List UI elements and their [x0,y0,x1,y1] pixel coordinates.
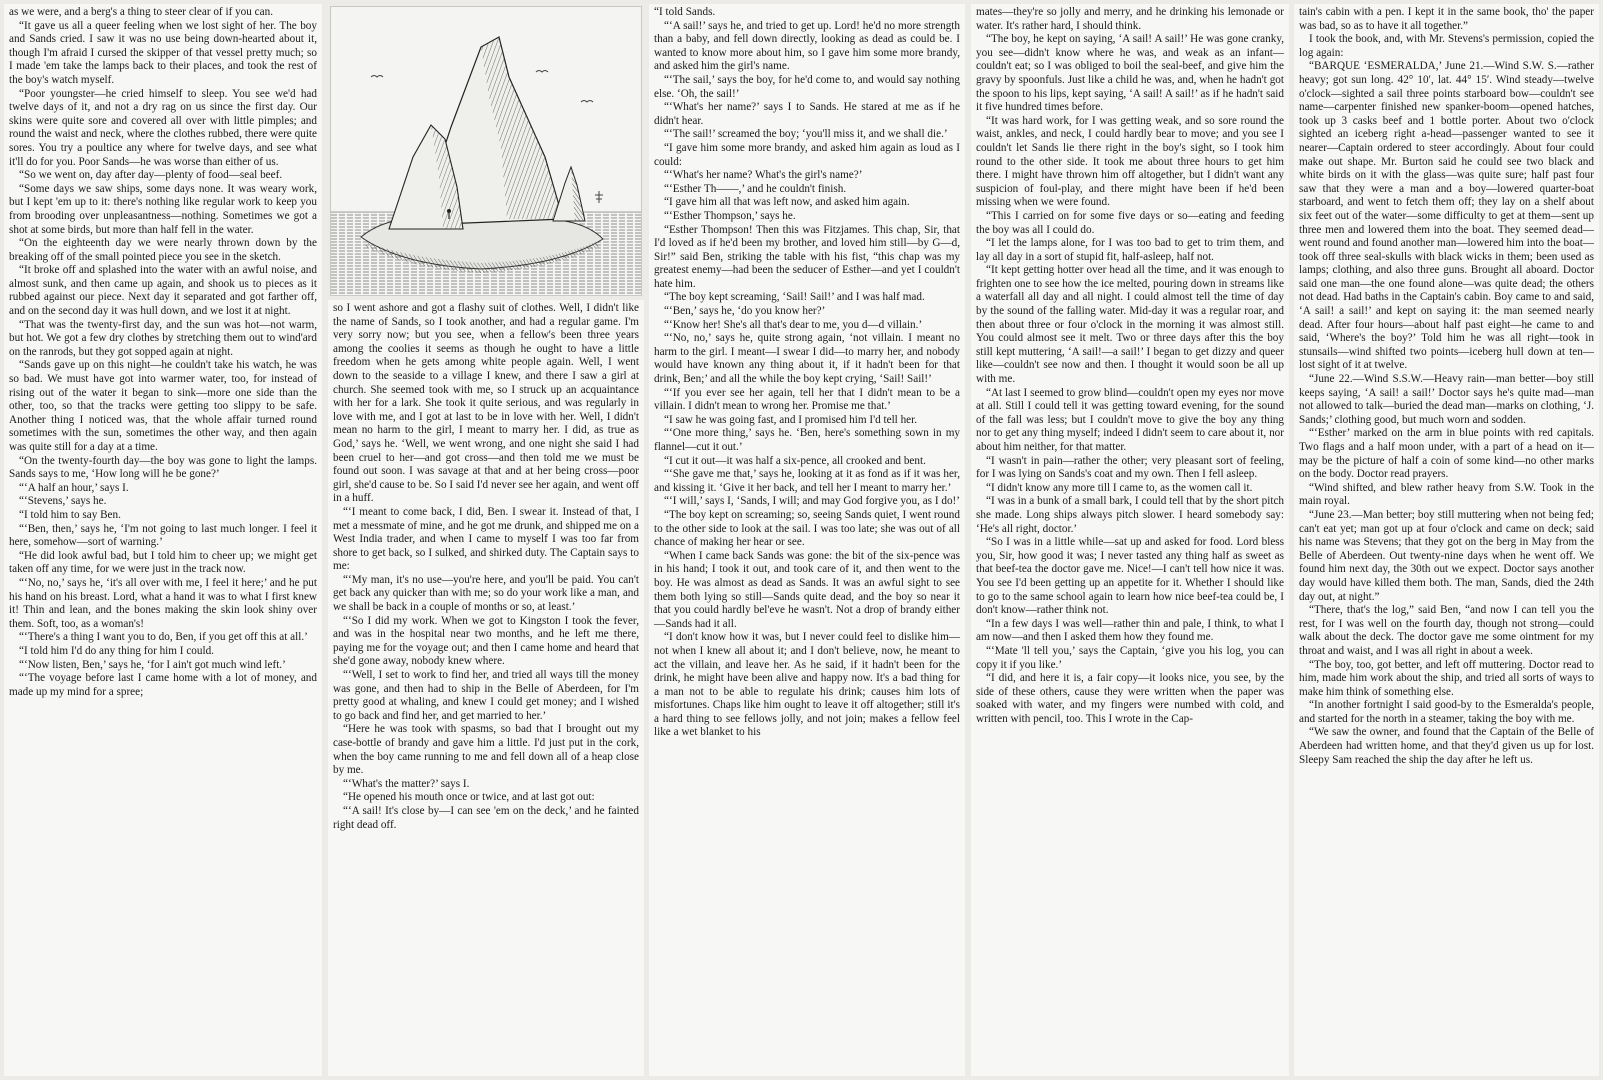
paragraph: “This I carried on for some five days or so—eating and feeding the boy was all I could do. [976,209,1284,236]
paragraph: “‘Esther Thompson,’ says he. [664,209,796,222]
paragraph: “‘The sail!’ screamed the boy; ‘you'll miss it, and we shall die.’ [664,128,948,141]
paragraph: “‘There's a thing I want you to do, Ben, if you get off this at all.’ [19,631,308,644]
paragraph: “‘A sail!’ says he, and tried to get up. Lord! he'd no more strength than a baby, and fell down directly, looking as dead as could be. I wanted to know more about him, so I gave him some more brandy, and asked him the girl's name. [654,19,960,73]
paragraph: “I did, and here it is, a fair copy—it looks nice, you see, by the side of these others, cause they were written when the paper was soaked with water, and my fingers were numbed with cold, and written with pencil, too. This I wrote in the Cap- [976,672,1284,725]
iceberg-icon [331,7,641,295]
paragraph: “Sands gave up on this night—he couldn't take his watch, he was so bad. We must have got into warmer water, too, for instead of rising out of the water it began to sink—more one side than the other, too, so that the tracks were getting too slippy to be safe. Another thing I noticed was, that the whole affair turned round sometimes with the sun, sometimes the other way, and then again was quite still for a day at a time. [9,359,317,453]
paragraph: “‘What's the matter?’ says I. [343,777,470,790]
paragraph: “So I was in a little while—sat up and asked for food. Lord bless you, Sir, how good it was; I never tasted any thing half as sweet as that beef-tea the doctor gave me. Nice!—I can't tell how nice it was. You see I'd been getting up an appetite for it. Whether I should like to go to the same school again to learn how nice beef-tea could be, I don't know—rather think not. [976,536,1284,617]
paragraph: “It broke off and splashed into the water with an awful noise, and almost sunk, and then came up again, and shook us to pieces as it rubbed against our piece. Next day it separated and got farther off, and on the second day it was hull down, and we lost it at night. [9,264,317,318]
paragraph: “It kept getting hotter over head all the time, and it was enough to frighten one to see how the ice melted, pouring down in streams like a waterfall all day and all night. I could almost tell the time of day by the sound of the falling water. Mid-day it was a regular roar, and then about three or four o'clock in the morning it was almost still. You could almost see it melt. Two or three days after this the boy still kept muttering, ‘A sail!—a sail!’ I began to get dizzy and queer like—couldn't see now and then. I thought it would soon be all up with me. [976,264,1284,386]
text-column-5 [1294,4,1599,1076]
paragraph: “‘Ben,’ says he, ‘do you know her?’ [664,305,826,318]
paragraph: “I didn't know any more till I came to, as the women call it. [986,481,1253,494]
paragraph: “Some days we saw ships, some days none. It was weary work, but I kept 'em up to it: there's nothing like regular work to keep you from brooding over unpleasantness—nothing. Sometimes we got a shot at some birds, but more than half fell in the water. [9,182,317,236]
paragraph: “‘Mate 'll tell you,’ says the Captain, ‘give you his log, you can copy it if you like.’ [976,644,1284,671]
paragraph: tain's cabin with a pen. I kept it in the same book, tho' the paper was bad, so as to have it all together.” [1299,6,1594,32]
paragraph: “I let the lamps alone, for I was too bad to get to trim them, and lay all day in a sort of stupid fit, half-asleep, half not. [976,237,1284,263]
paragraph: “‘No, no,’ says he, quite strong again, ‘not villain. I meant no harm to the girl. I meant—I swear I did—to marry her, and nobody would have known any thing about it, if it hadn't been for that drink, Ben;’ and all the while the boy kept crying, ‘Sail! Sail!’ [654,332,960,386]
paragraph: “When I came back Sands was gone: the bit of the six-pence was in his hand; I took it out, and took care of it, and then went to the boy. He was almost as dead as Sands. It was an awful sight to see them both lying so still—Sands quite dead, and the boy so near it that you could hardly bel'eve he wasn't. Not a drop of brandy either—Sands had it all. [654,549,960,630]
paragraph: “‘The sail,’ says the boy, for he'd come to, and would say nothing else. ‘Oh, the sail!’ [654,73,960,100]
paragraph: “It gave us all a queer feeling when we lost sight of her. The boy and Sands cried. I saw it was no use being down-hearted about it, though I'm afraid I cursed the skipper of that vessel pretty much; so I made 'em take the lamps back to their places, and took the rest of the boy's watch myself. [9,19,317,86]
paragraph: “I told him I'd do any thing for him I could. [19,644,214,657]
paragraph: “That was the twenty-first day, and the sun was hot—not warm, but hot. We got a few dry clothes by stretching them out to wind'ard on the ranrods, but they got sopped again at night. [9,318,317,358]
paragraph: “‘Ben, then,’ says he, ‘I'm not going to last much longer. I feel it here, somehow—sort of warning.’ [9,522,317,549]
paragraph: “‘Well, I set to work to find her, and tried all ways till the money was gone, and then had to ship in the Belle of Aberdeen, for I'm pretty good at whaling, and knew I could get money; and I wished to go back and find her, and get married to her.’ [333,669,639,722]
text-column-4 [971,4,1289,1076]
paragraph: “I saw he was going fast, and I promised him I'd tell her. [664,413,918,426]
paragraph: “‘No, no,’ says he, ‘it's all over with me, I feel it here;’ and he put his hand on his breast. Lord, what a hand it was to what I first knew it! Thin and lean, and the bones making the skin look shiny over them. Soft, too, as a woman's! [9,576,317,630]
paragraph: “‘So I did my work. When we got to Kingston I took the fever, and was in the hospital near two months, and he left me there, paying me for the voyage out; and then I came home and heard that she'd gone away, nobody knew where. [333,614,639,668]
paragraph: “BARQUE ‘ESMERALDA,’ June 21.—Wind S.W. S.—rather heavy; got sun long. 42° 10′, lat. 44° 15′. Wind steady—twelve o'clock—sighted a sail three points starboard bow—couldn't see name—carpenter finished new spanker-boom—opened hatches, took up 3 casks beef and 1 bottle porter. About two o'clock sighted an iceberg right a-head—passenger wanted to see it nearer—Captain ordered to steer accordingly. About four could make out shape. Mr. Burton said he could see two black and white birds on it with the glass—was quite sure; half past four saw that they were a man and a boy—lowered quarter-boat starboard, and went to fetch them off; they lay on a shelf about six feet out of the water—some difficulty to get at them—sent up three men and lowered them into the boat. They seemed dead—went round and found another man—lowered him into the boat—took off three seal-skulls with black wicks in them; been used as lamps; clothing, and also three guns. Brought all aboard. Doctor said one man—the one found alone—was quite dead; the others not dead. Had baths in the Captain's cabin. Boy came to and said, ‘A sail! a sail!’ and kept on saying it: the man seemed nearly dead. After four hours—about half past eight—he came to and said, ‘Where's the boy?’ Told him he was all right—took in stunsails—wind shifted two points—iceberg hull down at ten—lost sight of it at twelve. [1299,60,1594,372]
paragraph: “I cut it out—it was half a six-pence, all crooked and bent. [664,454,926,467]
paragraph: “In another fortnight I said good-by to the Esmeralda's people, and started for the north in a steamer, taking the boy with me. [1299,699,1594,725]
paragraph: “June 22.—Wind S.S.W.—Heavy rain—man better—boy still keeps saying, ‘A sail! a sail!’ Doctor says he's quite mad—man not allowed to talk—buried the dead man—marks on clothing, ‘J. Sands;’ clothing good, but much worn and sodden. [1299,373,1594,426]
paragraph: “At last I seemed to grow blind—couldn't open my eyes nor move at all. Still I could tell it was getting toward evening, for the sound of the fall was less; but I couldn't move to give the boy any thing nor to get any thing myself; indeed I didn't seem to care about it, nor about him neither, for that matter. [976,386,1284,453]
paragraph: “It was hard work, for I was getting weak, and so sore round the waist, ankles, and neck, I could hardly bear to move; and you see I couldn't let Sands lie there right in the boy's sight, so I took him round to the other side. It took me about three hours to get him there. I might have thrown him off altogether, but I didn't want any suspicion of foul-play, and there might have been if he'd been missing when we were found. [976,114,1284,209]
paragraph: “On the eighteenth day we were nearly thrown down by the breaking off of the small pointed piece you see in the sketch. [9,237,317,263]
paragraph: “‘Stevens,’ says he. [19,495,107,508]
paragraph: “In a few days I was well—rather thin and pale, I think, to what I am now—and then I asked them how they found me. [976,617,1284,644]
paragraph: “‘I meant to come back, I did, Ben. I swear it. Instead of that, I met a messmate of mine, and he got me drunk, and shipped me on a West India trader, and when I came to myself I was too far from shore to get back, so I sulked, and shirked duty. The Captain says to me: [333,505,639,573]
paragraph: “Wind shifted, and blew rather heavy from S.W. Took in the main royal. [1299,481,1594,508]
paragraph: “He did look awful bad, but I told him to cheer up; we might get taken off any time, for we were just in the track now. [9,549,317,576]
paragraph: “June 23.—Man better; boy still muttering when not being fed; can't eat yet; man got up at four o'clock and came on deck; said his name was Stevens; that they got on the berg in May from the Belle of Aberdeen. Out twenty-nine days when he went off. We found him next day, the 30th out we expect. Doctor says another day would have killed them both. The man, Sands, died the 24th day out, at night.” [1299,508,1594,603]
paragraph: “‘One more thing,’ says he. ‘Ben, here's something sown in my flannel—cut it out.’ [654,427,960,453]
paragraph: so I went ashore and got a flashy suit of clothes. Well, I didn't like the name of Sands, so I took another, and had a regular game. I'm very sorry now; but you see, when a fellow's been three years among the coolies it seems as though he ought to have a little freedom when he gets among white people again. Well, I went down to the seaside to a village I knew, and there I saw a girl at church. She seemed took with me, so I struck up an acquaintance with her for a lark. She took it quite serious, and was regularly in love with me, and I got at last to be in love with her. Well, I didn't mean no harm to the girl, I meant to marry her. I did, as true as God,’ says he. ‘Well, we went wrong, and one night she said I had been cruel to her—and got cross—and then told me we must be found out soon. I was savage at that and at her being cross—poor girl, she'd cause to be. So I said I'd never see her again, and went off in a huff. [333,302,639,505]
paragraph: “I was in a bunk of a small bark, I could tell that by the short pitch she made. Long ships always pitch slower. I heard somebody say: ‘He's all right, doctor.’ [976,495,1284,535]
text-column-2 [328,300,644,1076]
paragraph: mates—they're so jolly and merry, and he drinking his lemonade or water. It's rather hard, I should think. [976,6,1284,32]
paragraph: “Esther Thompson! Then this was Fitzjames. This chap, Sir, that I'd loved as if he'd been my brother, and loved him still—by G—d, Sir!” said Ben, striking the table with his fist, “this chap was my greatest enemy—had been the seducer of Esther—and yet I couldn't hate him. [654,223,960,290]
paragraph: “‘My man, it's no use—you're here, and you'll be paid. You can't get back any quicker than with me; so do your work like a man, and we shall be back in a couple of months or so, at least.’ [333,573,639,614]
paragraph: “I told him to say Ben. [19,508,121,521]
paragraph: I took the book, and, with Mr. Stevens's permission, copied the log again: [1299,33,1594,59]
paragraph: as we were, and a berg's a thing to steer clear of if you can. [9,6,273,18]
iceberg-illustration [330,6,642,296]
paragraph: “The boy, he kept on saying, ‘A sail! A sail!’ He was gone cranky, you see—didn't know where he was, and weak as an infant—couldn't eat; so I was obliged to boil the seal-beef, and give him the gravy by spoonfuls. Just like a child he was, and, when he hadn't got the spoon to his lips, kept saying, ‘A sail! A sail!’ as if he hadn't said it five hundred times before. [976,33,1284,114]
paragraph: “‘What's her name?’ says I to Sands. He stared at me as if he didn't hear. [654,101,960,127]
paragraph: “I don't know how it was, but I never could feel to dislike him—not when I knew all about it; and I don't believe, now, he meant to act the villain, and leave her. As he said, if it hadn't been for the drink, he might have been alive and happy now. It's a bad thing for a man not to be able to regulate his drink; causes him lots of misfortunes. Chaps like him ought to leave it off altogether; still it's a hard thing to see fellows jolly, and not join; makes a fellow feel like a wet blanket to his [654,631,960,739]
paragraph: “‘Know her! She's all that's dear to me, you d—d villain.’ [664,318,923,331]
paragraph: “Here he was took with spasms, so bad that I brought out my case-bottle of brandy and gave him a little. I'd just put in the cork, when the boy came running to me and fell down all of a heap close by me. [333,723,639,777]
paragraph: “So we went on, day after day—plenty of food—seal beef. [19,169,283,182]
paragraph: “‘Now listen, Ben,’ says he, ‘for I ain't got much wind left.’ [19,658,286,671]
paragraph: “Poor youngster—he cried himself to sleep. You see we'd had twelve days of it, and not a dry rag on us since the first day. Our skins were quite sore and covered all over with little pimples; and round the waist and neck, where the clothes rubbed, there were quite sores. You try a poultice any where for twelve days, and see what it'll do for you. Poor Sands—he was worse than either of us. [9,87,317,168]
paragraph: “‘She gave me that,’ says he, looking at it as fond as if it was her, and kissing it. ‘Give it her back, and tell her I meant to marry her.’ [654,468,960,494]
paragraph: “‘If you ever see her again, tell her that I didn't mean to be a villain. I didn't mean to wrong her. Promise me that.’ [654,386,960,413]
paragraph: “‘The voyage before last I came home with a lot of money, and made up my mind for a spree; [9,672,317,698]
paragraph: “‘I will,’ says I, ‘Sands, I will; and may God forgive you, as I do!’ [664,495,960,508]
paragraph: “I told Sands. [654,6,716,18]
paragraph: “‘What's her name? What's the girl's name?’ [664,169,863,182]
paragraph: “I gave him some more brandy, and asked him again as loud as I could: [654,141,960,168]
paragraph: “He opened his mouth once or twice, and at last got out: [343,791,595,804]
paragraph: “‘A half an hour,’ says I. [19,481,129,494]
paragraph: “The boy, too, got better, and left off muttering. Doctor read to him, made him work about the ship, and tried all sorts of ways to make him think of something else. [1299,658,1594,698]
paragraph: “The boy kept screaming, ‘Sail! Sail!’ and I was half mad. [664,291,925,304]
paragraph: “I gave him all that was left now, and asked him again. [664,196,910,209]
paragraph: “‘A sail! It's close by—I can see 'em on the deck,’ and he fainted right dead off. [333,804,639,831]
paragraph: “The boy kept on screaming; so, seeing Sands quiet, I went round to the other side to look at the sail. I was too late; she was out of all chance of making her hear or see. [654,508,960,549]
paragraph: “‘Esther’ marked on the arm in blue points with red capitals. Two flags and a half moon under, with a part of a head on it—may be the picture of half a coin of some kind—no other marks on the body. Doctor read prayers. [1299,427,1594,481]
paragraph: “‘Esther Th——,’ and he couldn't finish. [664,182,847,195]
text-column-1 [4,4,322,1076]
text-column-3 [649,4,965,1076]
paragraph: “On the twenty-fourth day—the boy was gone to light the lamps. Sands says to me, ‘How long will he be gone?’ [9,454,317,481]
paragraph: “There, that's the log,” said Ben, “and now I can tell you the rest, for I was well on the fourth day, though not strong—could walk about the deck. The doctor gave me some ointment for my throat and waist, and I was all right in about a week. [1299,604,1594,657]
paragraph: “I wasn't in pain—rather the other; very pleasant sort of feeling, for I was lying on Sands's coat and my own. Then I fell asleep. [976,454,1284,481]
paragraph: “We saw the owner, and found that the Captain of the Belle of Aberdeen had written home, and that they'd given us up for lost. Sleepy Sam reached the ship the day after he left us. [1299,726,1594,766]
